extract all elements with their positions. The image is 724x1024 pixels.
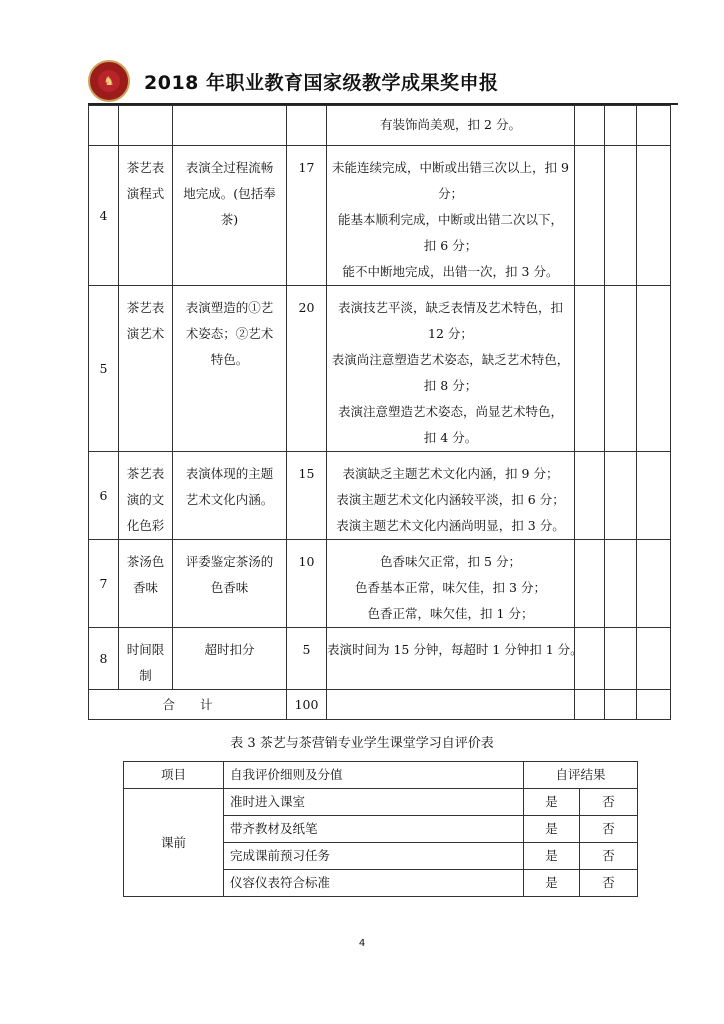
page-title: 2018 年职业教育国家级教学成果奖申报 [144,72,499,94]
criteria-line: 未能连续完成，中断或出错三次以上，扣 9 [332,160,569,175]
criteria-line: 表演注意塑造艺术姿态，尚显艺术特色， [337,404,563,419]
blank-score-cell-3 [637,540,671,628]
scoring-criteria [327,286,575,452]
group-label: 课前 [124,789,224,897]
blank-score-cell-2 [605,106,637,146]
row-number: 4 [89,146,119,286]
no-option[interactable]: 否 [580,816,638,843]
blank-score-cell-3 [637,286,671,452]
blank-score-cell-3 [637,146,671,286]
scoring-criteria [327,540,575,628]
row-number: 8 [89,628,119,690]
table-row [89,286,671,452]
blank-score-cell-1 [575,286,605,452]
criteria-line: 表演技艺平淡，缺乏表情及艺术特色，扣 [337,300,563,315]
no-option[interactable]: 否 [580,789,638,816]
table-row [89,540,671,628]
page-header [88,60,678,104]
criteria-line: 扣 6 分； [423,238,478,253]
table3-caption: 表 3 茶艺与茶营销专业学生课堂学习自评价表 [230,736,494,751]
item-name: 茶艺表演的文化色彩 [119,452,173,540]
item-name: 茶汤色香味 [119,540,173,628]
no-option[interactable]: 否 [580,843,638,870]
scoring-criteria [327,106,575,146]
item-score [287,106,327,146]
scoring-criteria [327,628,583,690]
item-score: 15 [287,452,327,540]
total-score: 100 [287,690,327,720]
row-number [89,106,119,146]
blank-score-cell-1 [575,106,605,146]
scoring-table [88,105,671,720]
criteria-line: 分； [437,186,463,201]
criteria-line: 色香正常，味欠佳，扣 1 分； [367,606,534,621]
self-evaluation-table [123,761,638,897]
yes-option[interactable]: 是 [524,843,580,870]
table-row [89,106,671,146]
criteria-line: 色香味欠正常，扣 5 分； [380,554,521,569]
criteria-line: 表演主题艺术文化内涵较平淡，扣 6 分； [336,492,565,507]
item-content: 表演塑造的①艺术姿态；②艺术特色。 [173,286,287,452]
total-empty [637,690,671,720]
table-row [124,789,638,816]
yes-option[interactable]: 是 [524,816,580,843]
header-result: 自评结果 [524,762,638,789]
table-row [89,146,671,286]
table-header-row [124,762,638,789]
criteria-line: 表演尚注意塑造艺术姿态，缺乏艺术特色， [331,352,570,367]
criteria-line: 表演时间为 15 分钟，每超时 1 分钟扣 1 分。 [327,642,583,657]
item-content: 评委鉴定茶汤的色香味 [173,540,287,628]
blank-score-cell-2 [605,452,637,540]
item-name: 茶艺表演程式 [119,146,173,286]
item-name: 茶艺表演艺术 [119,286,173,452]
item-content [173,106,287,146]
row-number: 5 [89,286,119,452]
item-name [119,106,173,146]
total-label: 合 计 [89,690,287,720]
item-content: 表演全过程流畅地完成。(包括奉茶) [173,146,287,286]
blank-score-cell-2 [605,146,637,286]
criteria-line: 能基本顺利完成，中断或出错二次以下， [337,212,563,227]
blank-score-cell-1 [575,628,605,690]
item-score: 17 [287,146,327,286]
detail-cell: 带齐教材及纸笔 [224,816,524,843]
blank-score-cell-2 [605,628,637,690]
no-option[interactable]: 否 [580,870,638,897]
item-score: 5 [287,628,327,690]
blank-score-cell-1 [575,146,605,286]
yes-option[interactable]: 是 [524,789,580,816]
criteria-line: 表演主题艺术文化内涵尚明显，扣 3 分。 [336,518,565,533]
total-empty [575,690,605,720]
item-name: 时间限制 [119,628,173,690]
criteria-line: 有装饰尚美观，扣 2 分。 [380,117,521,132]
yes-option[interactable]: 是 [524,870,580,897]
row-number: 6 [89,452,119,540]
table-row [89,628,671,690]
detail-cell: 仪容仪表符合标准 [224,870,524,897]
detail-cell: 准时进入课室 [224,789,524,816]
total-empty [327,690,575,720]
item-score: 20 [287,286,327,452]
criteria-line: 能不中断地完成，出错一次，扣 3 分。 [342,264,559,279]
header-detail: 自我评价细则及分值 [224,762,524,789]
blank-score-cell-1 [575,540,605,628]
school-emblem-logo [88,60,130,102]
item-content: 超时扣分 [173,628,287,690]
blank-score-cell-3 [637,452,671,540]
horse-icon: ♞ [98,70,120,92]
item-content: 表演体现的主题艺术文化内涵。 [173,452,287,540]
table-row [89,452,671,540]
criteria-line: 12 分； [428,326,473,341]
criteria-line: 表演缺乏主题艺术文化内涵，扣 9 分； [342,466,559,481]
scoring-criteria [327,452,575,540]
blank-score-cell-3 [637,628,671,690]
blank-score-cell-2 [605,286,637,452]
criteria-line: 色香基本正常，味欠佳，扣 3 分； [355,580,546,595]
scoring-criteria [327,146,575,286]
total-row [89,690,671,720]
detail-cell: 完成课前预习任务 [224,843,524,870]
item-score: 10 [287,540,327,628]
blank-score-cell-2 [605,540,637,628]
header-item: 项目 [124,762,224,789]
blank-score-cell-1 [575,452,605,540]
row-number: 7 [89,540,119,628]
criteria-line: 扣 8 分； [423,378,478,393]
blank-score-cell-3 [637,106,671,146]
criteria-line: 扣 4 分。 [423,430,478,445]
total-empty [605,690,637,720]
page-number: 4 [358,938,366,949]
